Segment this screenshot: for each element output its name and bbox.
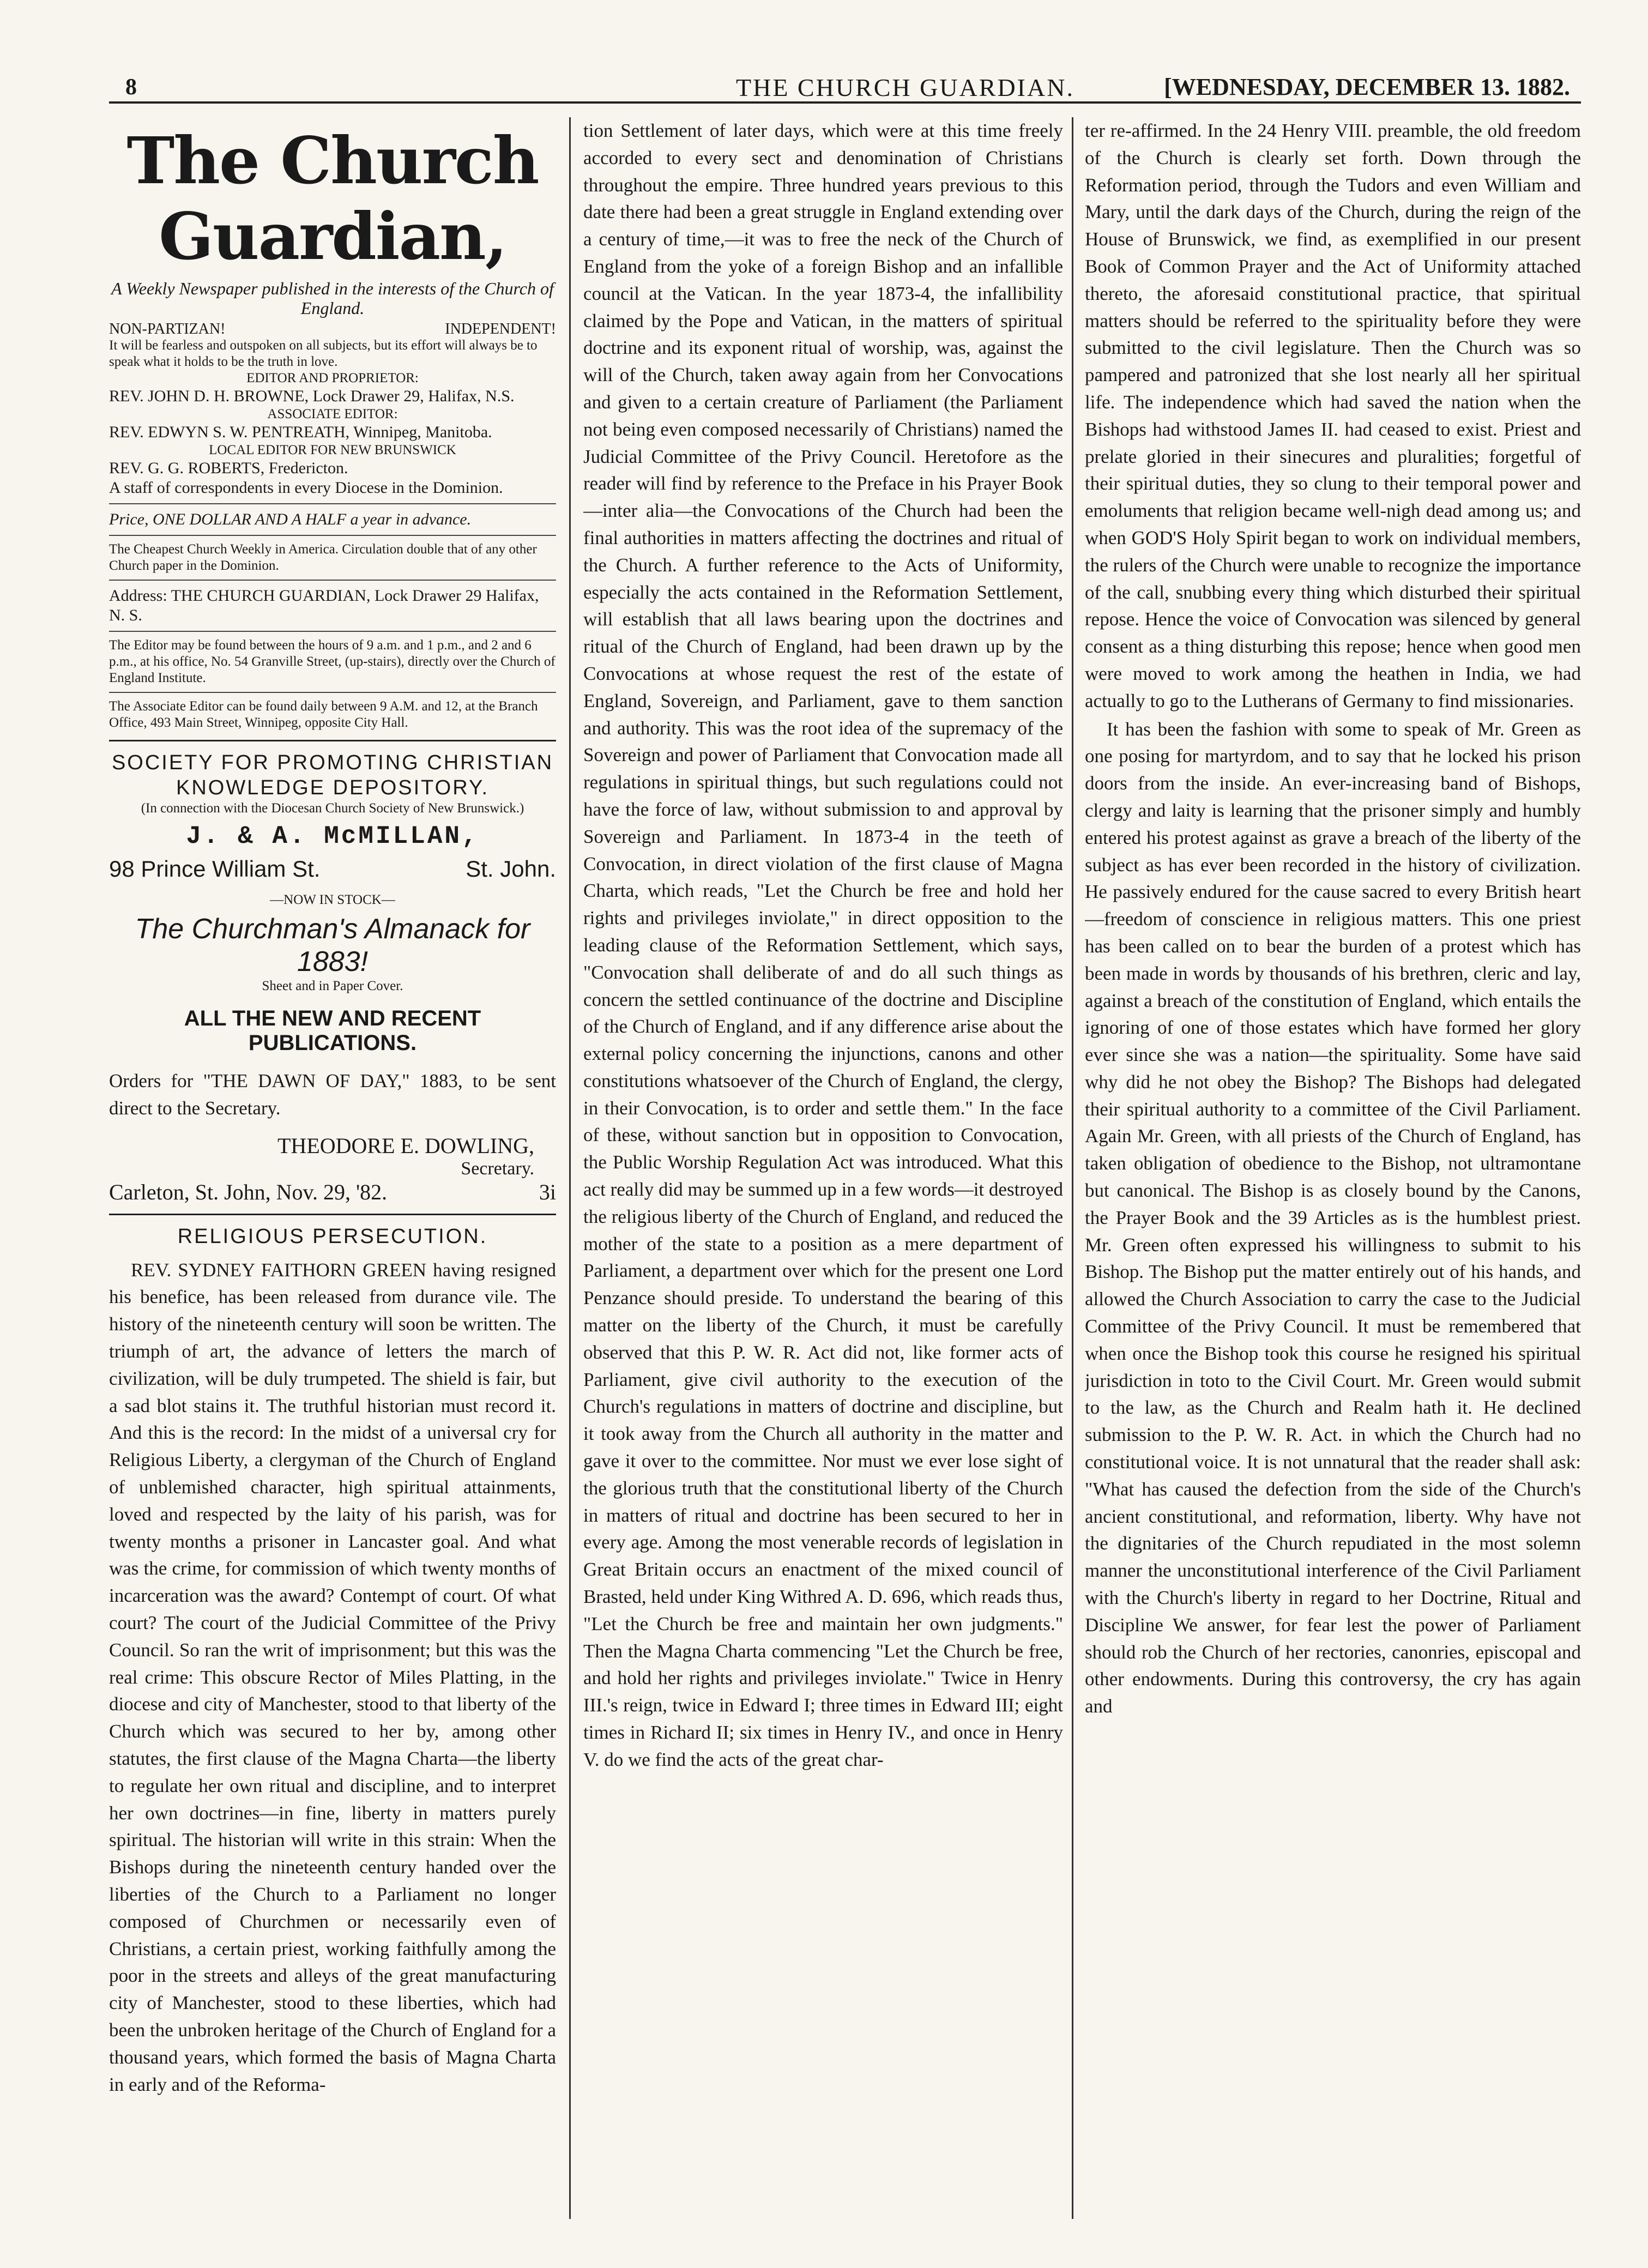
associate-hours: The Associate Editor can be found daily between 9 A.M. and 12, at the Branch Office, 493 Main Street, Winnipeg, opposite City Hall. [109, 699, 538, 730]
section-rule [109, 1214, 556, 1215]
article-paragraph: tion Settlement of later days, which were at this time freely accorded to every sect and denomination of Christians throughout the empire. Three hundred years previous to this date there had been a great struggle in England extending over a century of time,—it was to free the neck of the Church of England from the yoke of a foreign Bishop and an infallible council at the Vatican. In the year 1873-4, the infallibility claimed by the Pope and Vatican, in the matters of spiritual doctrine and its exponent ritual of worship, was, against the will of the Church, taken away again from her Convocations and given to a certain creature of Parliament (the Parliament not being even composed necessarily of Christians) named the Judicial Committee of the Privy Council. Heretofore as the reader will find by reference to the Preface in his Prayer Book—inter alia—the Convocations of the Church had been the final authorities in matters affecting the doctrines and ritual of the Church. A further reference to the Acts of Uniformity, especially the acts contained in the Reformation Settlement, will establish that all laws bearing upon the doctrines and ritual of the Church of England, had been drawn up by the Convocations at whose request the rest of the estate of England, Sovereign, and Parliament, gave to them sanction and authority. This was the root idea of the supremacy of the Sovereign and power of Parliament that Convocation made all regulations in spiritual things, but such regulations could not have the force of law, without submission to and approval by Sovereign and Parliament. In 1873-4 in the teeth of Convocation, in direct violation of the first clause of Magna Charta, which reads, "Let the Church be free and hold her rights and privileges inviolate," in direct opposition to the leading clause of the Reformation Settlement, which says, "Convocation shall deliberate of and do all such things as concern the settled continuance of the doctrine and Discipline of the Church of England, and if any difference arise about the external policy concerning the injunctions, canons and other constitutions whatsoever of the Church of England, the clergy, in their Convocation, is to order and settle them." In the face of these, without sanction but in opposition to Convocation, the Public Worship Regulation Act was introduced. What this act really did may be summed up in a few words—it destroyed the religious liberty of the Church of England, and reduced the mother of the state to a position as a mere department of Parliament, a department over which for the present one Lord Penzance should preside. To understand the bearing of this matter on the liberty of the Church, it must be carefully observed that this P. W. R. Act did not, like former acts of Parliament, give civil authority to the execution of the Church's regulations in matters of doctrine and discipline, but it took away from the Church all authority in the matter and gave it over to the committee. Nor must we ever lose sight of the glorious truth that the constitutional liberty of the Church in matters of ritual and doctrine has been secured to her in every age. Among the most venerable records of legislation in Great Britain occurs an enactment of the mixed council of Brasted, held under King Withred A. D. 696, which reads thus, "Let the Church be free and maintain her own judgments." Then the Magna Charta commencing "Let the Church be free, and hold her rights and privileges inviolate." Twice in Henry III.'s reign, twice in Edward I; three times in Edward III; eight times in Richard II; six times in Henry IV., and once in Henry V. do we find the acts of the great char- [583, 120, 1063, 1770]
local-editor-heading: LOCAL EDITOR FOR NEW BRUNSWICK [209, 443, 456, 457]
article-paragraph: ter re-affirmed. In the 24 Henry VIII. preamble, the old freedom of the Church is clearly set forth. Down through the Reformation period, through the Tudors and even William and Mary, until the dark days of the Church, during the reign of the House of Brunswick, we find, as exemplified in our present Book of Common Prayer and the Act of Uniformity attached thereto, the aforesaid constitutional practice, that spiritual matters should be referred to the spirituality before they were submitted to the civil legislature. Then the Church was so pampered and patronized that she lost nearly all her spiritual life. The independence which had saved the nation when the Bishops had withstood James II. had ceased to exist. Priest and prelate gloried in their sinecures and pluralities; forgetful of their spiritual duties, they so clung to their temporal power and emoluments that religion became well-nigh dead among us; and when GOD'S Holy Spirit began to work on individual members, the rulers of the Church were unable to recognize the importance of the call, snubbing every thing which disturbed their spiritual repose. Hence the voice of Convocation was silenced by general consent as a thing disturbing this repose; hence when good men were moved to work among the heathen in India, we had actually to go to the Lutherans of Germany to find missionaries. [1085, 120, 1581, 711]
editor-hours: The Editor may be found between the hours of 9 a.m. and 1 p.m., and 2 and 6 p.m., at his office, No. 54 Granville Street, (up-stairs), directly over the Church of England Institute. [109, 638, 556, 685]
new-publications: ALL THE NEW AND RECENT PUBLICATIONS. [184, 1006, 481, 1055]
column-divider [1072, 117, 1073, 2219]
column-2 [583, 117, 1063, 2219]
article-paragraph: REV. SYDNEY FAITHORN GREEN having resigned his benefice, has been released from durance vile. The history of the nineteenth century will soon be written. The triumph of art, the advance of letters the march of civilization, will be duly trumpeted. The shield is fair, but a sad blot stains it. The truthful historian must record it. And this is the record: In the midst of a universal cry for Religious Liberty, a clergyman of the Church of England of unblemished character, high spiritual attainments, loved and respected by the laity of his parish, was for twenty months a prisoner in Lancaster goal. And what was the crime, for commission of which twenty months of incarceration was the award? Contempt of court. Of what court? The court of the Judicial Committee of the Privy Council. So ran the writ of imprisonment; but this was the real crime: This obscure Rector of Miles Platting, in the diocese and city of Manchester, stood to that liberty of the Church which was secured to her by, among other statutes, the first clause of the Magna Charta—the liberty to regulate her own ritual and discipline, and to interpret her own doctrines—in fine, liberty in matters purely spiritual. The historian will write in this strain: When the Bishops during the nineteenth century handed over the liberties of the Church to a Parliament no longer composed of Churchmen or necessarily even of Christians, a certain priest, working faithfully among the poor in the streets and alleys of the great manufacturing city of Manchester, stood to these liberties, which had been the unbroken heritage of the Church of England for a thousand years, which formed the basis of Magna Charta in early and of the Reforma- [109, 1259, 556, 2095]
firm-address [109, 856, 556, 882]
divider [109, 692, 556, 693]
masthead-title: The Church Guardian, [126, 123, 539, 274]
secretary-title: Secretary. [461, 1158, 534, 1179]
column-3 [1085, 117, 1581, 2219]
paper-title: THE CHURCH GUARDIAN. [736, 74, 1074, 101]
masthead-slogans [109, 321, 556, 337]
divider [109, 503, 556, 504]
masthead-subtitle: A Weekly Newspaper published in the interests of the Church of England. [111, 279, 554, 318]
almanac-title: The Churchman's Almanack for 1883! [135, 913, 530, 978]
address-line: Address: THE CHURCH GUARDIAN, Lock Drawer 29 Halifax, N. S. [109, 587, 539, 624]
place-date-row [109, 1179, 556, 1205]
society-connection: (In connection with the Diocesan Church Society of New Brunswick.) [141, 801, 524, 816]
divider [109, 631, 556, 632]
article-paragraph: It has been the fashion with some to speak of Mr. Green as one posing for martyrdom, and to say that he locked his prison doors from the inside. An ever-increasing band of Bishops, clergy and laity is learning that the prisoner simply and humbly entered his protest against as grave a breach of the liberty of the subject as has ever been recorded in the history of civilization. He passively endured for the cause sacred to every British heart —freedom of conscience in religious matters. This one priest has been called on to bear the burden of a protest which has been made in words by thousands of his brethren, cleric and lay, against a breach of the constitution of England, which entails the ignoring of one of those estates which have formed her glory ever since she was a nation—the spirituality. Some have said why did he not obey the Bishop? The Bishops had delegated their spiritual authority to a committee of the Civil Parliament. Again Mr. Green, with all priests of the Church of England, has taken obligation of obedience to the Bishop, not ultramontane but canonical. The Bishop is as closely bound by the Canons, the Prayer Book and the 39 Articles as is the humblest priest. Mr. Green often expressed his willingness to submit to his Bishop. The Bishop put the matter entirely out of his hands, and allowed the Church Association to carry the case to the Judicial Committee of the Privy Council. It must be remembered that when once the Bishop took this course he resigned his spiritual jurisdiction in toto to the Civil Court. Mr. Green would submit to the law, as the Church and Realm hath it. He declined submission to the P. W. R. Act. in which the Church had no constitutional voice. It is not unnatural that the reader shall ask: "What has caused the defection from the side of the Church's ancient constitutional, and reformation, liberty. Why have not the dignitaries of the Church repudiated in the most solemn manner the unconstitutional interference of the Civil Parliament with the Church's liberty in regard to her Doctrine, Ritual and Discipline We answer, for fear lest the power of Parliament should rob the Church of her rectories, canonries, episcopal and other endowments. During this controversy, the cry has again and [1085, 718, 1581, 1717]
orders-note: Orders for "THE DAWN OF DAY," 1883, to be sent direct to the Secretary. [109, 1070, 556, 1119]
divider [109, 580, 556, 581]
article-heading: RELIGIOUS PERSECUTION. [177, 1225, 488, 1248]
associate-heading: ASSOCIATE EDITOR: [267, 407, 398, 421]
issue-date: [WEDNESDAY, DECEMBER 13. 1882. [1164, 74, 1570, 100]
section-rule [109, 740, 556, 741]
staff-line: A staff of correspondents in every Diocese in the Dominion. [109, 479, 503, 497]
column-divider [569, 117, 571, 2219]
price-line: Price, ONE DOLLAR AND A HALF a year in advance. [109, 510, 472, 528]
firm-street: 98 Prince William St. [109, 856, 321, 882]
editor-line: REV. JOHN D. H. BROWNE, Lock Drawer 29, Halifax, N.S. [109, 387, 515, 405]
header-rule [109, 101, 1581, 104]
associate-line: REV. EDWYN S. W. PENTREATH, Winnipeg, Manitoba. [109, 423, 492, 441]
firm-city: St. John. [466, 856, 556, 882]
independent-label: INDEPENDENT! [445, 321, 556, 337]
page-number: 8 [125, 75, 137, 100]
stock-label: —NOW IN STOCK— [270, 892, 395, 907]
divider [109, 535, 556, 536]
firm-name: J. & A. McMILLAN, [186, 822, 479, 850]
society-heading: SOCIETY FOR PROMOTING CHRISTIAN KNOWLEDGE DEPOSITORY. [111, 751, 554, 799]
almanac-subtitle: Sheet and in Paper Cover. [262, 979, 403, 993]
place-date: Carleton, St. John, Nov. 29, '82. [109, 1179, 388, 1204]
local-editor-line: REV. G. G. ROBERTS, Fredericton. [109, 459, 348, 477]
column-1 [109, 117, 556, 2219]
circulation-note: The Cheapest Church Weekly in America. Circulation double that of any other Church paper in the Dominion. [109, 542, 537, 573]
secretary-name: THEODORE E. DOWLING, [277, 1133, 534, 1158]
masthead-motto: It will be fearless and outspoken on all subjects, but its effort will always be to speak what it holds to be the truth in love. [109, 338, 538, 369]
page-header [109, 74, 1581, 104]
ad-code: 3i [539, 1179, 556, 1204]
editor-heading: EDITOR AND PROPRIETOR: [246, 371, 419, 385]
nonpartizan-label: NON-PARTIZAN! [109, 321, 226, 337]
